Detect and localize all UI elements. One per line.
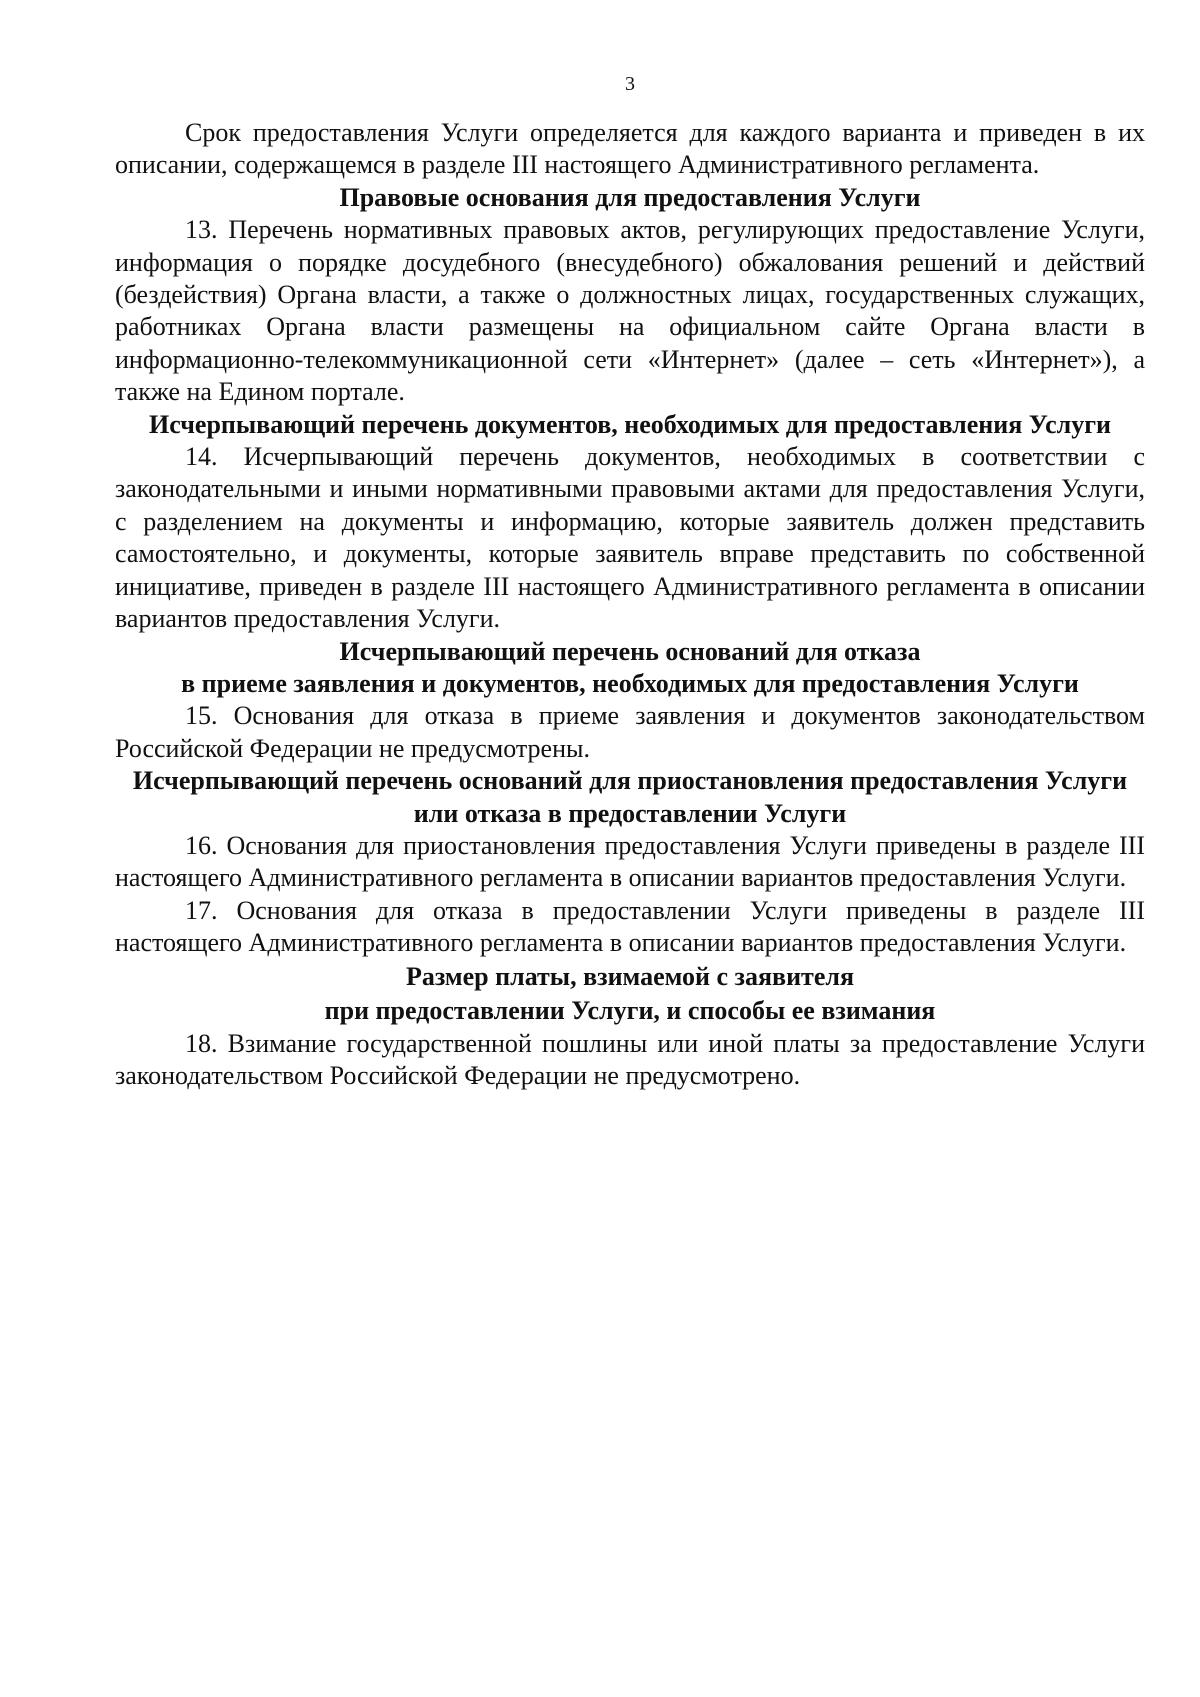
section-heading-required-documents: Исчерпывающий перечень документов, необходимых для предоставления Услуги <box>149 409 1111 439</box>
paragraph-13: 13. Перечень нормативных правовых актов, регулирующих предоставление Услуги, информация о порядке досудебного (внесудебного) обжалования решений и действий (бездействия) Органа власти, а также о должностных лицах, государственных служащих, работниках Органа власти размещены на официальном сайте Органа власти в информационно-телекоммуникационной сети «Интернет» (далее – сеть «Интернет»), а также на Едином портале. <box>115 215 1145 407</box>
heading-line: Исчерпывающий перечень оснований для отказа <box>339 636 921 666</box>
intro-paragraph: Срок предоставления Услуги определяется для каждого варианта и приведен в их описании, содержащемся в разделе III настоящего Административного регламента. <box>115 118 1145 180</box>
paragraph-17: 17. Основания для отказа в предоставлении Услуги приведены в разделе III настоящего Административного регламента в описании вариантов предоставления Услуги. <box>115 895 1145 958</box>
paragraph-18: 18. Взимание государственной пошлины или иной платы за предоставление Услуги законодательством Российской Федерации не предусмотрено. <box>115 1028 1145 1090</box>
section-heading-suspension-or-refusal: Исчерпывающий перечень оснований для приостановления предоставления Услуги или отказа в предоставлении Услуги <box>132 766 1128 828</box>
paragraph-14: 14. Исчерпывающий перечень документов, необходимых в соответствии с законодательными и иными нормативными правовыми актами для предоставления Услуги, с разделением на документы и информацию, которые заявитель должен представить самостоятельно, и документы, которые заявитель вправе представить по собственной инициативе, приведен в разделе III настоящего Административного регламента в описании вариантов предоставления Услуги. <box>115 442 1145 634</box>
section-heading-refusal-of-acceptance <box>115 636 1145 701</box>
heading-line: Размер платы, взимаемой с заявителя <box>405 961 855 991</box>
paragraph-15: 15. Основания для отказа в приеме заявления и документов законодательством Российской Федерации не предусмотрены. <box>115 701 1145 763</box>
document-body <box>115 117 1145 1092</box>
heading-line: при предоставлении Услуги, и способы ее взимания <box>324 995 936 1025</box>
heading-line: в приеме заявления и документов, необходимых для предоставления Услуги <box>181 668 1079 698</box>
section-heading-legal-basis: Правовые основания для предоставления Услуги <box>339 182 921 212</box>
page-number: 3 <box>625 73 635 95</box>
paragraph-16: 16. Основания для приостановления предоставления Услуги приведены в разделе III настоящего Административного регламента в описании вариантов предоставления Услуги. <box>115 830 1145 893</box>
section-heading-fee <box>115 960 1145 1028</box>
